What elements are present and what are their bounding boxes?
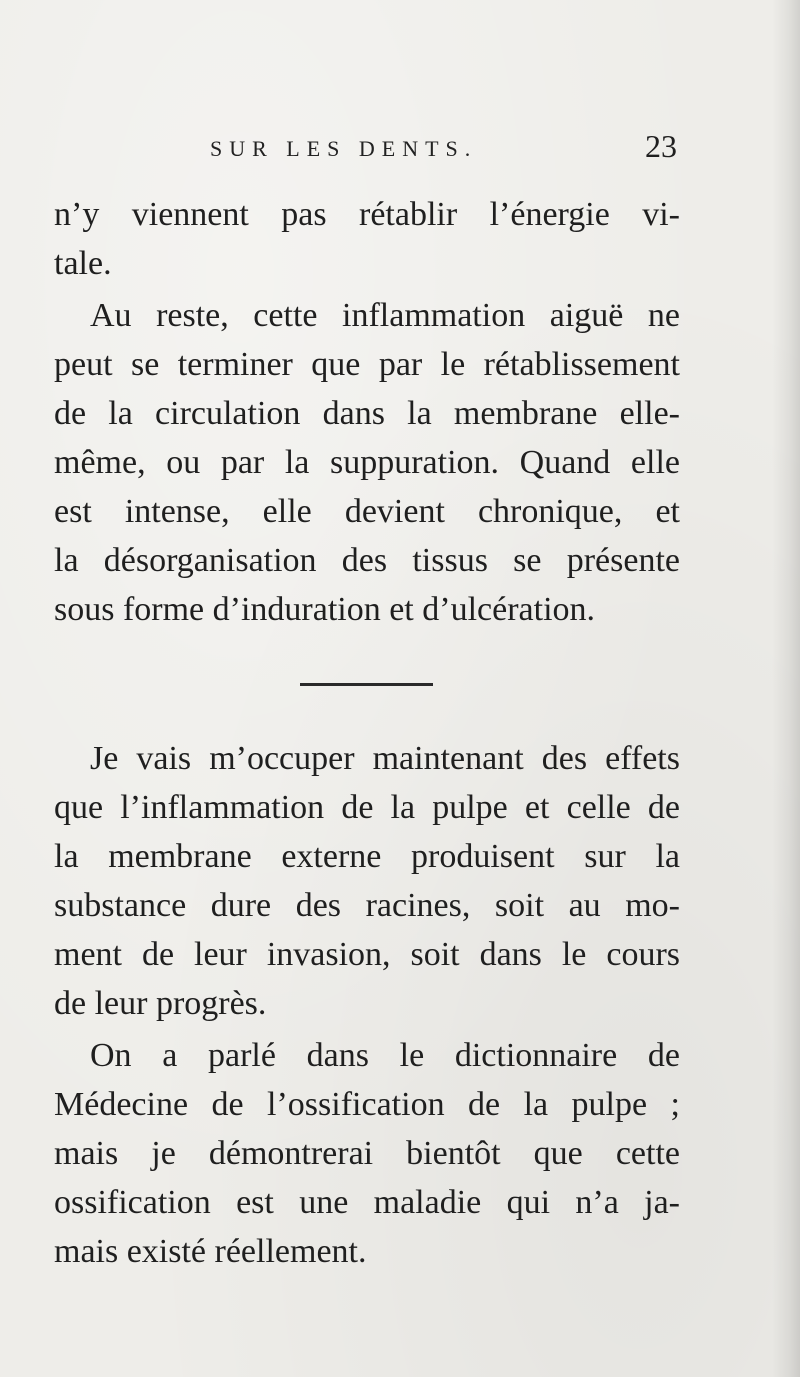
text-line: tale. [54,245,112,282]
text-block-bottom [54,734,680,1276]
text-line: mais existé réellement. [54,1233,367,1270]
text-line: est intense, elle devient chronique, et [54,493,680,530]
text-line: de la circulation dans la membrane elle- [54,395,680,432]
text-line: sous forme d’induration et d’ulcération. [54,591,596,628]
text-line: Je vais m’occuper maintenant des effets [90,740,680,777]
section-divider-rule [300,683,433,686]
page-edge-shadow [772,0,800,1377]
text-line: ossification est une maladie qui n’a ja- [54,1184,680,1221]
text-line: même, ou par la suppuration. Quand elle [54,444,680,481]
text-block-top [54,190,680,634]
text-line: substance dure des racines, soit au mo- [54,887,680,924]
text-line: de leur progrès. [54,985,267,1022]
text-line: que l’inflammation de la pulpe et celle de [54,789,680,826]
page-number: 23 [645,128,677,164]
running-head: SUR LES DENTS. [210,136,478,161]
text-line: Médecine de l’ossification de la pulpe ; [54,1086,680,1123]
text-line: Au reste, cette inflammation aiguë ne [90,297,680,334]
text-line: n’y viennent pas rétablir l’énergie vi- [54,196,680,233]
text-line: peut se terminer que par le rétablissement [54,346,680,383]
text-line: mais je démontrerai bientôt que cette [54,1135,680,1172]
text-line: On a parlé dans le dictionnaire de [90,1037,680,1074]
text-line: la membrane externe produisent sur la [54,838,680,875]
text-line: la désorganisation des tissus se présente [54,542,680,579]
text-line: ment de leur invasion, soit dans le cours [54,936,680,973]
